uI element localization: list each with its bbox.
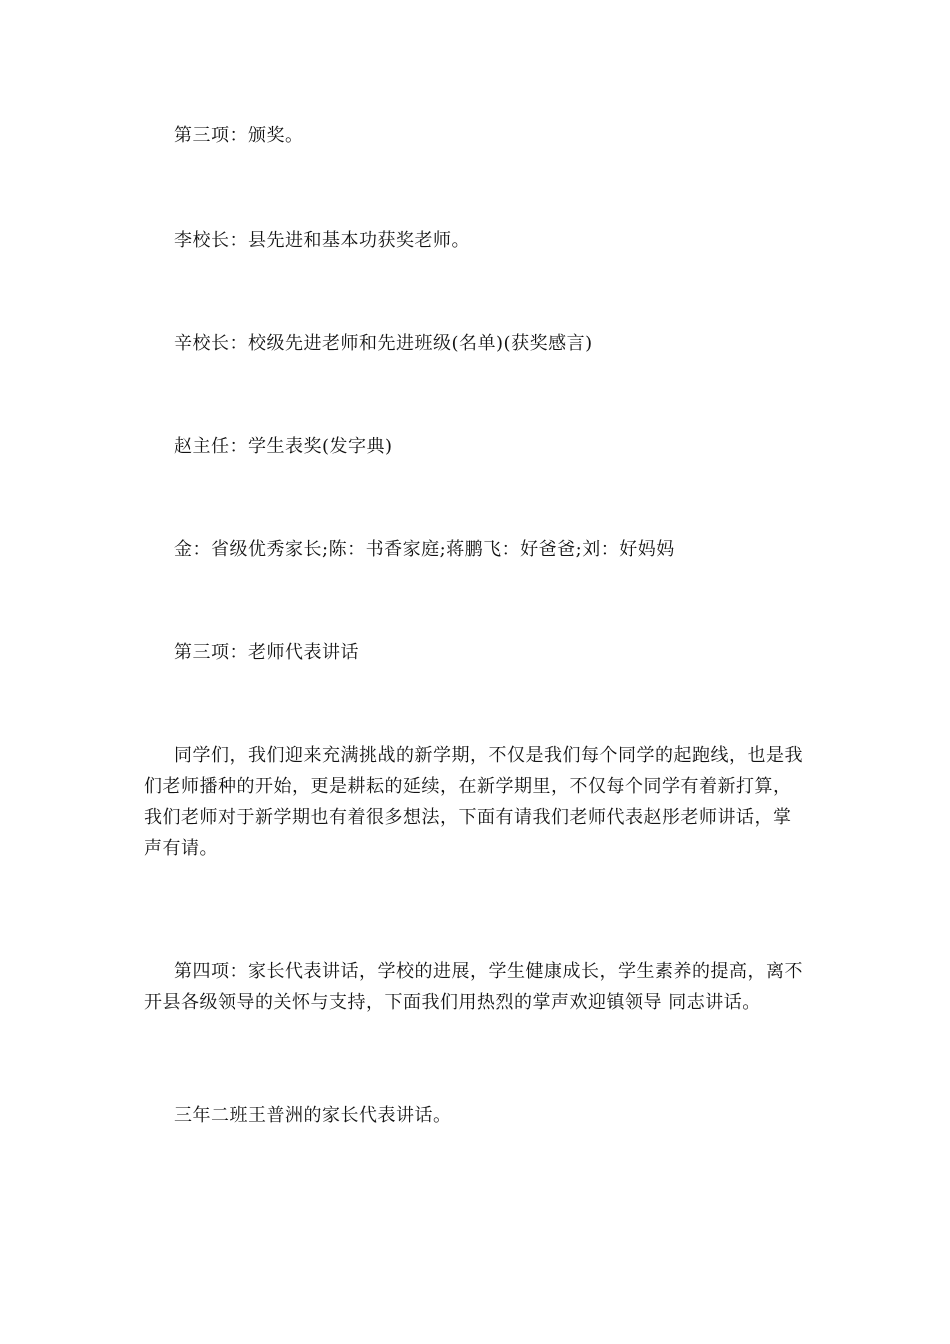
paragraph-parent-awards: 金：省级优秀家长;陈：书香家庭;蒋鹏飞：好爸爸;刘：好妈妈 [174, 539, 675, 560]
paragraph-teacher-speech-intro: 同学们，我们迎来充满挑战的新学期，不仅是我们每个同学的起跑线，也是我们老师播种的开始，更是耕耘的延续，在新学期里，不仅每个同学有着新打算，我们老师对于新学期也有着很多想法，下面有请我们老师代表赵彤老师讲话，掌声有请。 [144, 745, 803, 859]
paragraph-teacher-speech-heading: 第三项：老师代表讲话 [174, 642, 359, 663]
paragraph-principal-xin: 辛校长：校级先进老师和先进班级(名单)(获奖感言) [174, 333, 593, 354]
paragraph-award-heading: 第三项：颁奖。 [174, 125, 304, 146]
paragraph-director-zhao: 赵主任：学生表奖(发字典) [174, 436, 393, 457]
paragraph-parent-speech-heading: 第四项：家长代表讲话，学校的进展，学生健康成长，学生素养的提高，离不开县各级领导的关怀与支持，下面我们用热烈的掌声欢迎镇领导 同志讲话。 [144, 961, 803, 1013]
paragraph-principal-li: 李校长：县先进和基本功获奖老师。 [174, 230, 470, 251]
paragraph-parent-representative: 三年二班王普洲的家长代表讲话。 [174, 1105, 452, 1126]
